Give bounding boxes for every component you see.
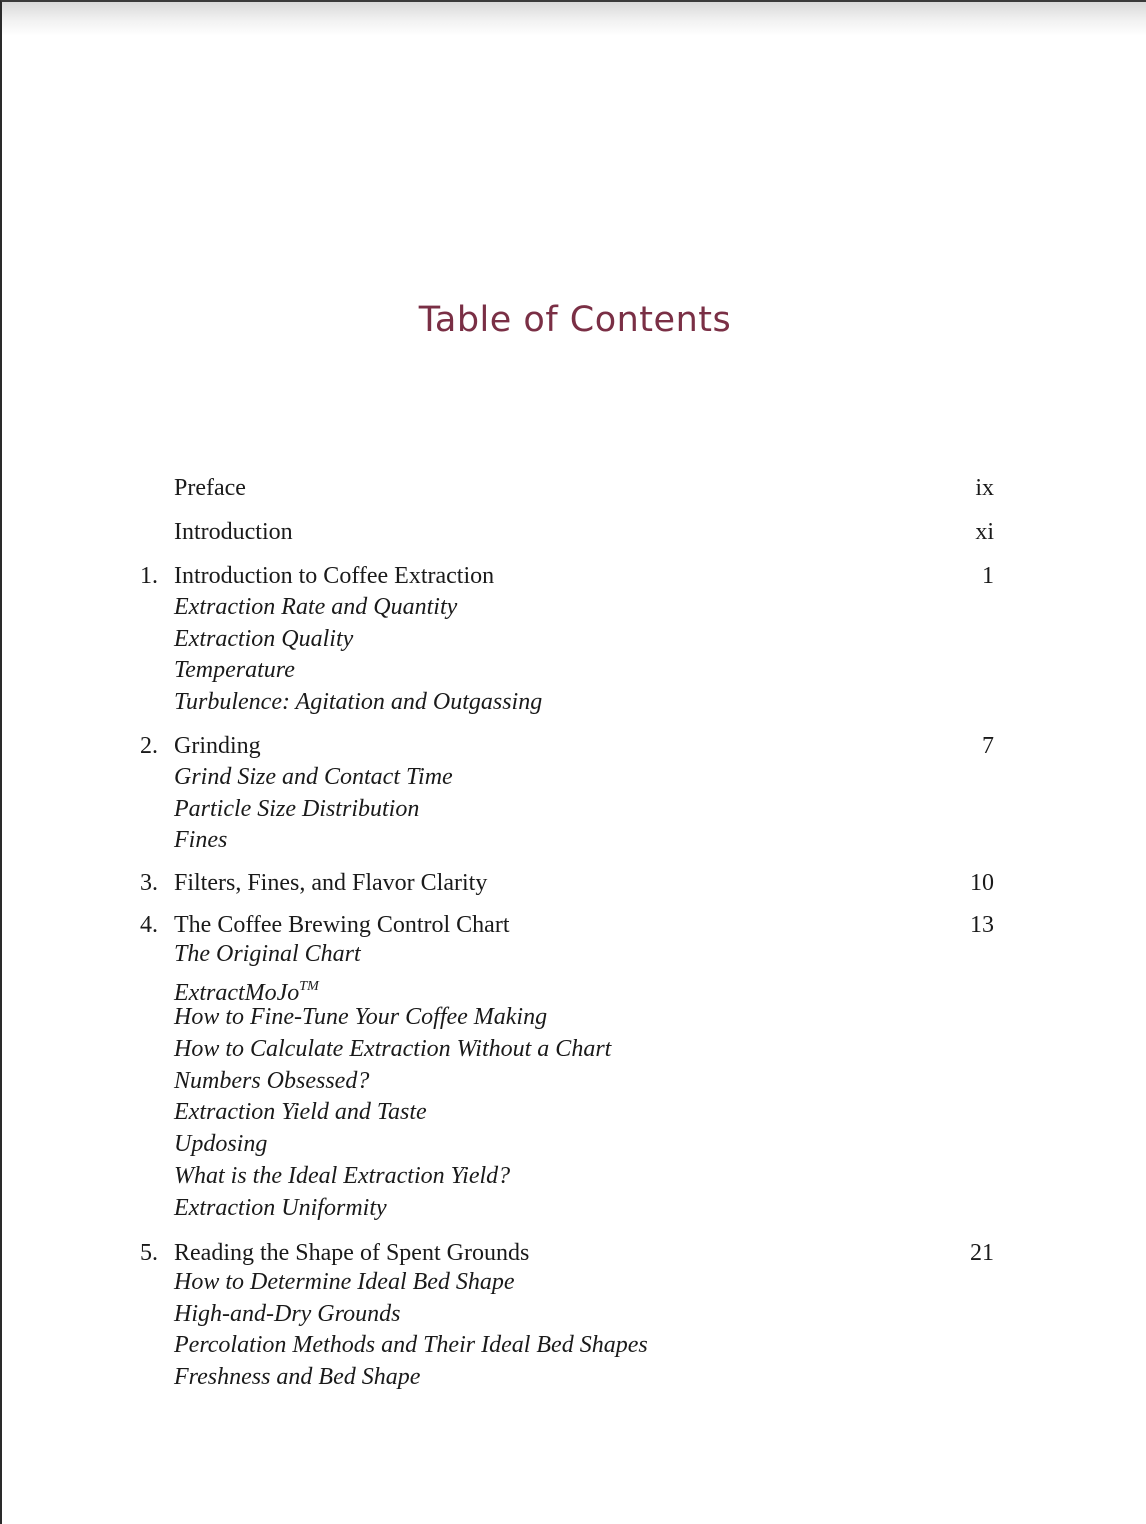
toc-subsection-list bbox=[174, 1267, 648, 1394]
toc-subsection-list bbox=[174, 592, 542, 719]
toc-entry-page: 1 bbox=[982, 563, 994, 589]
toc-subsection[interactable]: High-and-Dry Grounds bbox=[174, 1300, 401, 1327]
toc-entry-number: 4. bbox=[140, 912, 158, 938]
trademark-mark: TM bbox=[299, 978, 319, 994]
toc-entry-chapter-4[interactable] bbox=[2, 907, 1146, 1235]
toc-entry-number: 2. bbox=[140, 733, 158, 759]
toc-entry-chapter-2[interactable] bbox=[2, 728, 1146, 865]
toc-entry-preface[interactable] bbox=[2, 470, 1146, 514]
toc-entry-number: 3. bbox=[140, 870, 158, 896]
toc-entry-label: Grinding bbox=[174, 733, 261, 759]
toc-entry-page: 21 bbox=[970, 1240, 994, 1266]
toc-entry-label: Introduction to Coffee Extraction bbox=[174, 563, 495, 589]
toc-subsection[interactable]: Extraction Rate and Quantity bbox=[174, 594, 458, 620]
table-of-contents bbox=[2, 470, 1146, 1405]
toc-entry-page: 7 bbox=[982, 733, 994, 759]
page-top-shadow bbox=[2, 2, 1146, 36]
toc-subsection[interactable]: How to Fine-Tune Your Coffee Making bbox=[174, 1004, 548, 1031]
toc-entry-page: xi bbox=[975, 519, 994, 545]
toc-subsection[interactable]: Extraction Yield and Taste bbox=[174, 1099, 427, 1126]
toc-subsection[interactable]: How to Calculate Extraction Without a Chart bbox=[174, 1036, 612, 1063]
toc-entry-chapter-1[interactable] bbox=[2, 558, 1146, 728]
toc-subsection-list bbox=[174, 762, 453, 857]
toc-subsection[interactable]: Percolation Methods and Their Ideal Bed Shapes bbox=[174, 1332, 648, 1359]
toc-subsection[interactable]: Grind Size and Contact Time bbox=[174, 764, 453, 790]
toc-entry-number: 5. bbox=[140, 1240, 158, 1266]
toc-entry-number: 1. bbox=[140, 563, 158, 589]
toc-entry-introduction[interactable] bbox=[2, 514, 1146, 558]
toc-subsection[interactable]: Extraction Uniformity bbox=[174, 1194, 387, 1221]
toc-entry-page: 13 bbox=[970, 912, 994, 938]
toc-entry-label: Introduction bbox=[174, 519, 293, 545]
toc-entry-chapter-5[interactable] bbox=[2, 1235, 1146, 1405]
toc-entry-label: Filters, Fines, and Flavor Clarity bbox=[174, 870, 488, 896]
toc-subsection[interactable]: What is the Ideal Extraction Yield? bbox=[174, 1162, 511, 1189]
toc-entry-page: 10 bbox=[970, 870, 994, 896]
toc-subsection-list bbox=[174, 939, 611, 1224]
toc-subsection[interactable]: Temperature bbox=[174, 657, 295, 684]
toc-subsection[interactable]: Updosing bbox=[174, 1131, 268, 1158]
toc-subsection[interactable]: Turbulence: Agitation and Outgassing bbox=[174, 689, 543, 716]
toc-entry-chapter-3[interactable] bbox=[2, 865, 1146, 907]
toc-subsection[interactable]: Extraction Quality bbox=[174, 625, 354, 652]
toc-entry-label: Preface bbox=[174, 475, 246, 501]
toc-entry-label: The Coffee Brewing Control Chart bbox=[174, 912, 510, 938]
page-title: Table of Contents bbox=[418, 300, 732, 340]
toc-subsection[interactable]: Numbers Obsessed? bbox=[174, 1067, 370, 1094]
toc-entry-label: Reading the Shape of Spent Grounds bbox=[174, 1240, 530, 1266]
toc-subsection[interactable]: Freshness and Bed Shape bbox=[174, 1364, 421, 1391]
toc-subsection-extractmojo[interactable] bbox=[174, 971, 611, 1006]
toc-subsection[interactable]: Particle Size Distribution bbox=[174, 795, 420, 822]
toc-subsection-label: ExtractMoJo bbox=[174, 979, 300, 1006]
toc-subsection[interactable]: Fines bbox=[174, 827, 228, 854]
toc-entry-page: ix bbox=[975, 475, 994, 501]
toc-subsection[interactable]: How to Determine Ideal Bed Shape bbox=[174, 1269, 515, 1295]
toc-subsection[interactable]: The Original Chart bbox=[174, 941, 361, 967]
